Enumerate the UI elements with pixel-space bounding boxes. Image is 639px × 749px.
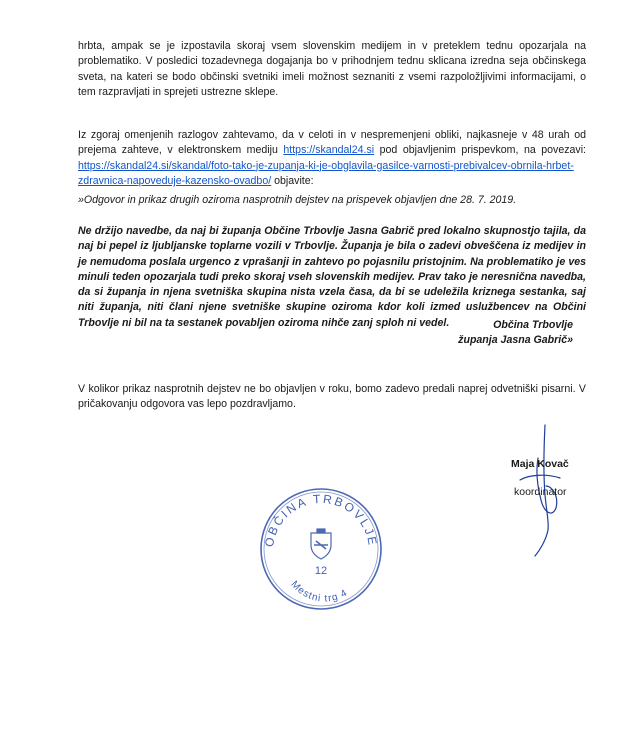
demand-text-before: Iz zgoraj omenjenih razlogov zahtevamo, da v celoti in v nespremenjeni obliki, najkasneje v 48 urah od prejema zahteve, v elektronskem mediju	[78, 129, 586, 157]
demand-text-after: objavite:	[271, 174, 314, 187]
skandal24-home-link[interactable]: https://skandal24.si	[283, 144, 375, 157]
paragraph-intro-text: hrbta, ampak se je izpostavila skoraj vsem slovenskim medijem in v preteklem tednu opozarjala na problematiko. V posledici tozadevnega dogajanja bo v prihodnjem tednu sklicana izredna seja občinskega sveta, na kateri se bodo občinski svetniki imeli možnost seznaniti z vsemi razpoložljivimi informacijami, o tem razpravljati in sprejeti ustrezne sklepe.	[78, 40, 586, 98]
paragraph-closing-text: V kolikor prikaz nasprotnih dejstev ne bo objavljen v roku, bomo zadevo predali naprej odvetniški pisarni. V pričakovanju odgovora vas lepo pozdravljamo.	[78, 383, 586, 411]
coat-of-arms-icon	[311, 529, 331, 559]
signer-role: koordinator	[514, 486, 567, 498]
svg-text:OBČINA TRBOVLJE	[262, 492, 380, 548]
quote-signature-line2: županja Jasna Gabrič»	[458, 334, 573, 347]
quote-body-text: Ne držijo navedbe, da naj bi županja Občine Trbovlje Jasna Gabrič pred lokalno skupnostjo tajila, da naj bi pepel iz ljubljanske toplarne vozili v Trbovlje. Županja je bila o zadevi obveščena iz medijev in je nemudoma poslala urgenco z vprašanji in zahtevo po pojasnilu pristojnim. Na problematiko je ves minuli teden opozarjala tudi preko skoraj vseh slovenskih medijev. Prav tako je neresnična navedba, da si županja in njena svetniška skupina nista vzela časa, da bi se udeležila kriznega sestanka, saj niti županja, niti člani njene svetniške skupine oziroma kdor koli izmed uslužbencev na Občini Trbovlje ni bil na ta sestanek povabljen oziroma nihče zanj sploh ni vedel.	[78, 225, 586, 329]
signer-name: Maja Kovač	[511, 458, 569, 470]
municipal-stamp	[253, 485, 389, 613]
stamp-number: 12	[314, 565, 328, 577]
stamp-top-text: OBČINA TRBOVLJE	[261, 491, 380, 549]
demand-text-middle: pod objavljenim prispevkom, na povezavi:	[374, 144, 586, 157]
quote-signature-line1: Občina Trbovlje	[493, 319, 573, 331]
article-link[interactable]: https://skandal24.si/skandal/foto-tako-je-zupanja-ki-je-obglavila-gasilce-varnosti-prebivalcev-obrnila-hrbet-zdravnica-napoveduje-kazensko-ovadbo/	[78, 159, 574, 187]
quote-intro-text: »Odgovor in prikaz drugih oziroma nasprotnih dejstev na prispevek objavljen dne 28. 7. 2019.	[78, 194, 517, 206]
stamp-bottom-text: Mestni trg 4	[288, 578, 350, 605]
